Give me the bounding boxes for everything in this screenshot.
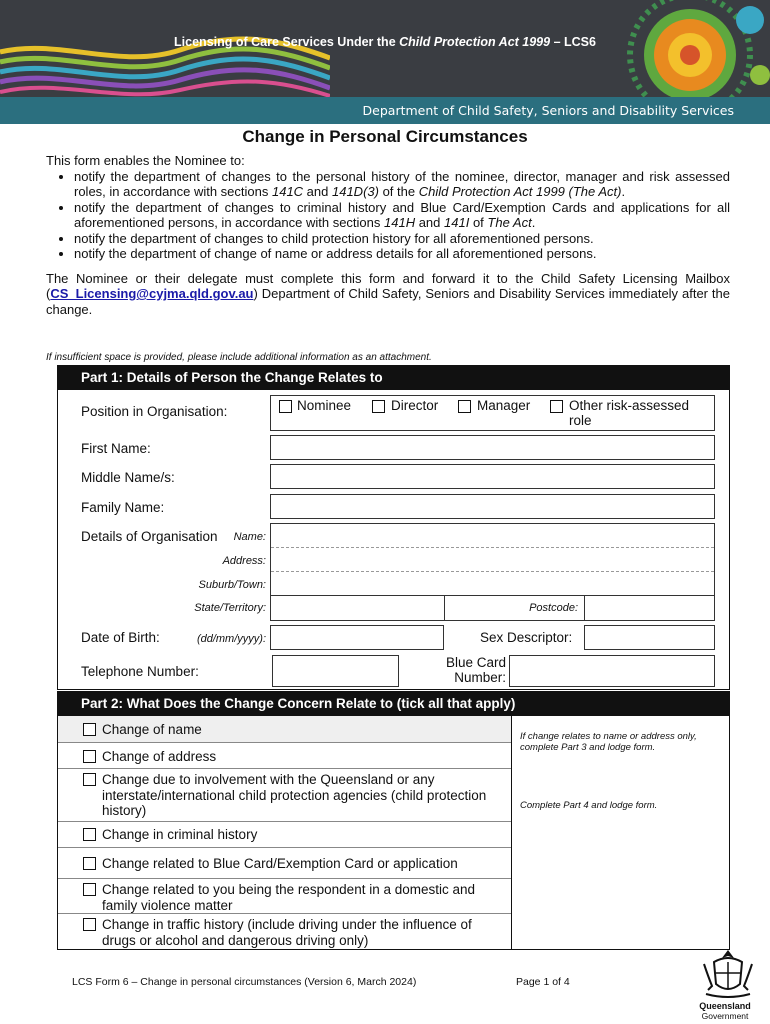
change-option-row [58,848,511,879]
change-address-checkbox[interactable] [83,750,96,763]
change-traffic-checkbox[interactable] [83,918,96,931]
change-blue-card-checkbox[interactable] [83,857,96,870]
change-option-label: Change of name [102,722,202,737]
intro-bullet: • notify the department of changes to child protection history for all aforementioned persons. [74,231,730,247]
form-version: LCS Form 6 – Change in personal circumstances (Version 6, March 2024) [72,976,417,988]
change-option-label: Change in traffic history (include driving under the influence of drugs or alcohol and dangerous driving only) [102,917,472,948]
suburb-label: Suburb/Town: [198,579,266,591]
family-name-label: Family Name: [81,500,165,515]
telephone-input[interactable] [272,655,399,687]
instructions-paragraph: The Nominee or their delegate must complete this form and forward it to the Child Safety Licensing Mailbox (CS_Licensing@cyjma.qld.gov.au) Department of Child Safety, Seniors and Disability Services immediately after the change. [46,270,730,317]
part4-instruction: Complete Part 4 and lodge form. [520,800,658,811]
part2-instructions [511,716,730,950]
header-banner [0,0,770,124]
state-label: State/Territory: [194,602,266,614]
dob-label: Date of Birth: [81,630,160,645]
page-number: Page 1 of 4 [516,976,570,988]
department-name: Department of Child Safety, Seniors and Disability Services [362,103,734,118]
decorative-sun-icon [600,0,770,100]
change-option-row [58,769,511,822]
intro-bullet: • notify the department of changes to the personal history of the nominee, director, manager and risk assessed roles, in accordance with sections 141C and 141D(3) of the Child Protection Act 1999 (The Act). [74,169,730,200]
blue-card-input[interactable] [509,655,715,687]
part1-heading: Part 1: Details of Person the Change Relates to [57,365,730,390]
middle-name-label: Middle Name/s: [81,470,175,485]
intro-bullet: • notify the department of changes to criminal history and Blue Card/Exemption Cards and applications for all aforementioned persons, in accordance with sections 141H and 141I of The Act. [74,200,730,231]
dob-input[interactable] [270,625,444,650]
manager-label: Manager [477,398,531,413]
intro-bullet: • notify the department of change of name or address details for all aforementioned persons. [74,246,730,262]
org-divider [271,547,714,548]
director-checkbox[interactable] [372,400,385,413]
telephone-label: Telephone Number: [81,664,199,679]
nominee-checkbox[interactable] [279,400,292,413]
org-divider [271,571,714,572]
manager-checkbox[interactable] [458,400,471,413]
blue-card-label: Blue Card Number: [445,655,506,685]
first-name-label: First Name: [81,441,151,456]
part2-heading: Part 2: What Does the Change Concern Relate to (tick all that apply) [57,691,730,716]
other-role-label: Other risk-assessed role [569,398,690,428]
change-cp-history-checkbox[interactable] [83,773,96,786]
other-role-checkbox[interactable] [550,400,563,413]
postcode-label: Postcode: [529,602,578,614]
change-dfv-checkbox[interactable] [83,883,96,896]
org-divider [444,596,445,620]
part2-section [57,716,730,950]
change-name-checkbox[interactable] [83,723,96,736]
attachment-note: If insufficient space is provided, please include additional information as an attachment. [46,352,432,363]
intro-list [46,169,730,262]
address-label: Address: [222,555,266,567]
page-title: Change in Personal Circumstances [242,127,528,146]
queensland-crest-icon [700,946,756,1000]
org-details-label: Details of Organisation [81,529,218,544]
change-option-label: Change of address [102,749,217,764]
nominee-label: Nominee [297,398,352,413]
position-label: Position in Organisation: [81,404,228,419]
mailbox-link[interactable]: CS_Licensing@cyjma.qld.gov.au [50,286,254,301]
first-name-input[interactable] [270,435,715,460]
sex-input[interactable] [584,625,715,650]
decorative-waves-icon [0,0,330,100]
change-option-row [58,716,511,743]
change-option-label: Change related to you being the respondent in a domestic and family violence matter [102,882,476,913]
banner-title: Licensing of Care Services Under the Child Protection Act 1999 – LCS6 [174,35,596,49]
government-logo-text: Queensland Government [699,1001,751,1021]
dob-format-label: (dd/mm/yyyy): [196,633,266,645]
family-name-input[interactable] [270,494,715,519]
change-option-label: Change related to Blue Card/Exemption Card or application [102,856,458,871]
director-label: Director [391,398,439,413]
org-divider [584,596,585,620]
part3-instruction: If change relates to name or address only, complete Part 3 and lodge form. [520,731,697,753]
org-divider [271,595,714,596]
change-option-row [58,914,511,950]
change-criminal-checkbox[interactable] [83,828,96,841]
org-name-label: Name: [233,531,266,543]
intro-lead: This form enables the Nominee to: [46,153,245,168]
change-option-label: Change due to involvement with the Queensland or any interstate/international child protection agencies (child protection history) [102,772,487,818]
middle-name-input[interactable] [270,464,715,489]
change-option-label: Change in criminal history [102,827,258,842]
sex-label: Sex Descriptor: [480,630,573,645]
part1-section [57,389,730,690]
change-option-row [58,822,511,848]
change-option-row [58,879,511,914]
intro-section [46,153,730,317]
change-option-row [58,743,511,769]
